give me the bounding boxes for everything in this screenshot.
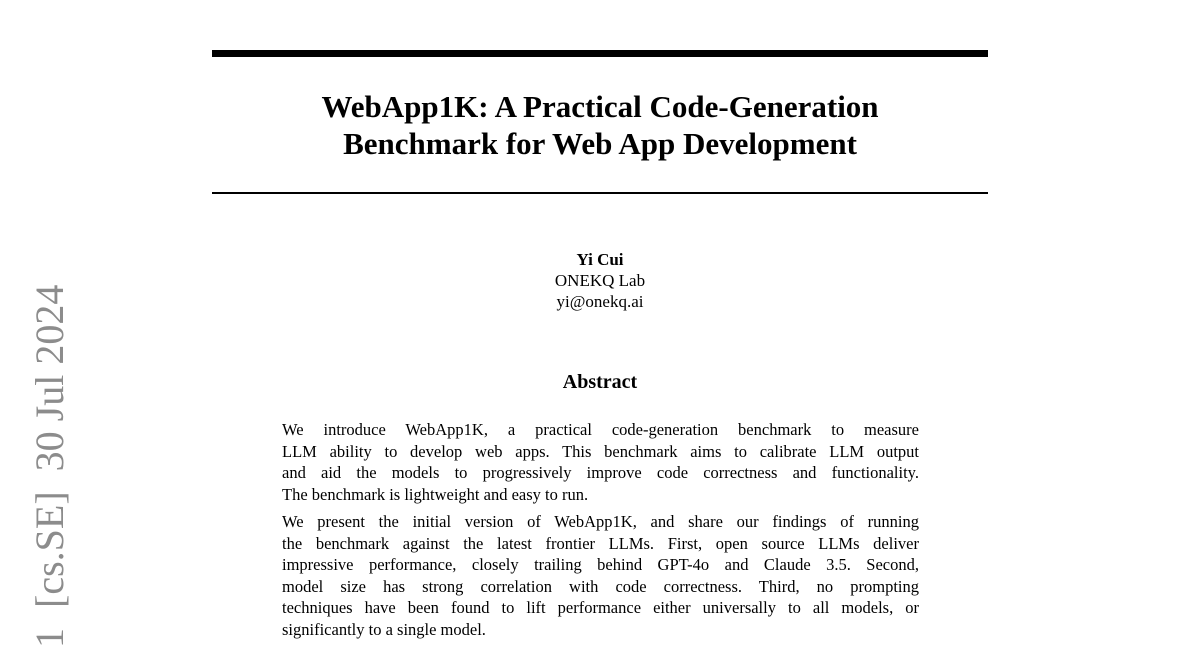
arxiv-identifier-stamp: 1 [cs.SE] 30 Jul 2024 xyxy=(27,284,72,648)
abstract-paragraph-1 xyxy=(282,419,919,505)
abstract-line: We present the initial version of WebApp1K, and share our findings of running xyxy=(282,512,919,531)
abstract-line: model size has strong correlation with code correctness. Third, no prompting xyxy=(282,576,919,596)
abstract-line: impressive performance, closely trailing behind GPT-4o and Claude 3.5. Second, xyxy=(282,555,919,574)
author-email: yi@onekq.ai xyxy=(556,292,644,311)
abstract-line: significantly to a single model. xyxy=(282,619,486,639)
paper-title-line-1: WebApp1K: A Practical Code-Generation xyxy=(321,89,879,124)
abstract-paragraph-2 xyxy=(282,511,919,640)
abstract-line: the benchmark against the latest frontier LLMs. First, open source LLMs deliver xyxy=(282,533,919,553)
abstract-line: We introduce WebApp1K, a practical code-generation benchmark to measure xyxy=(282,420,919,439)
title-bottom-rule xyxy=(212,192,988,194)
author-affiliation: ONEKQ Lab xyxy=(554,271,646,290)
abstract-heading: Abstract xyxy=(562,371,638,393)
abstract-line: and aid the models to progressively improve code correctness and functionality. xyxy=(282,463,919,482)
author-name: Yi Cui xyxy=(576,250,624,269)
abstract-line: The benchmark is lightweight and easy to run. xyxy=(282,484,589,504)
paper-title xyxy=(212,88,988,162)
author-block xyxy=(450,249,750,312)
abstract-body xyxy=(282,419,919,646)
abstract-line: LLM ability to develop web apps. This benchmark aims to calibrate LLM output xyxy=(282,441,919,461)
abstract-line: techniques have been found to lift performance either universally to all models, or xyxy=(282,598,919,617)
paper-title-line-2: Benchmark for Web App Development xyxy=(343,126,857,161)
title-top-rule xyxy=(212,50,988,57)
